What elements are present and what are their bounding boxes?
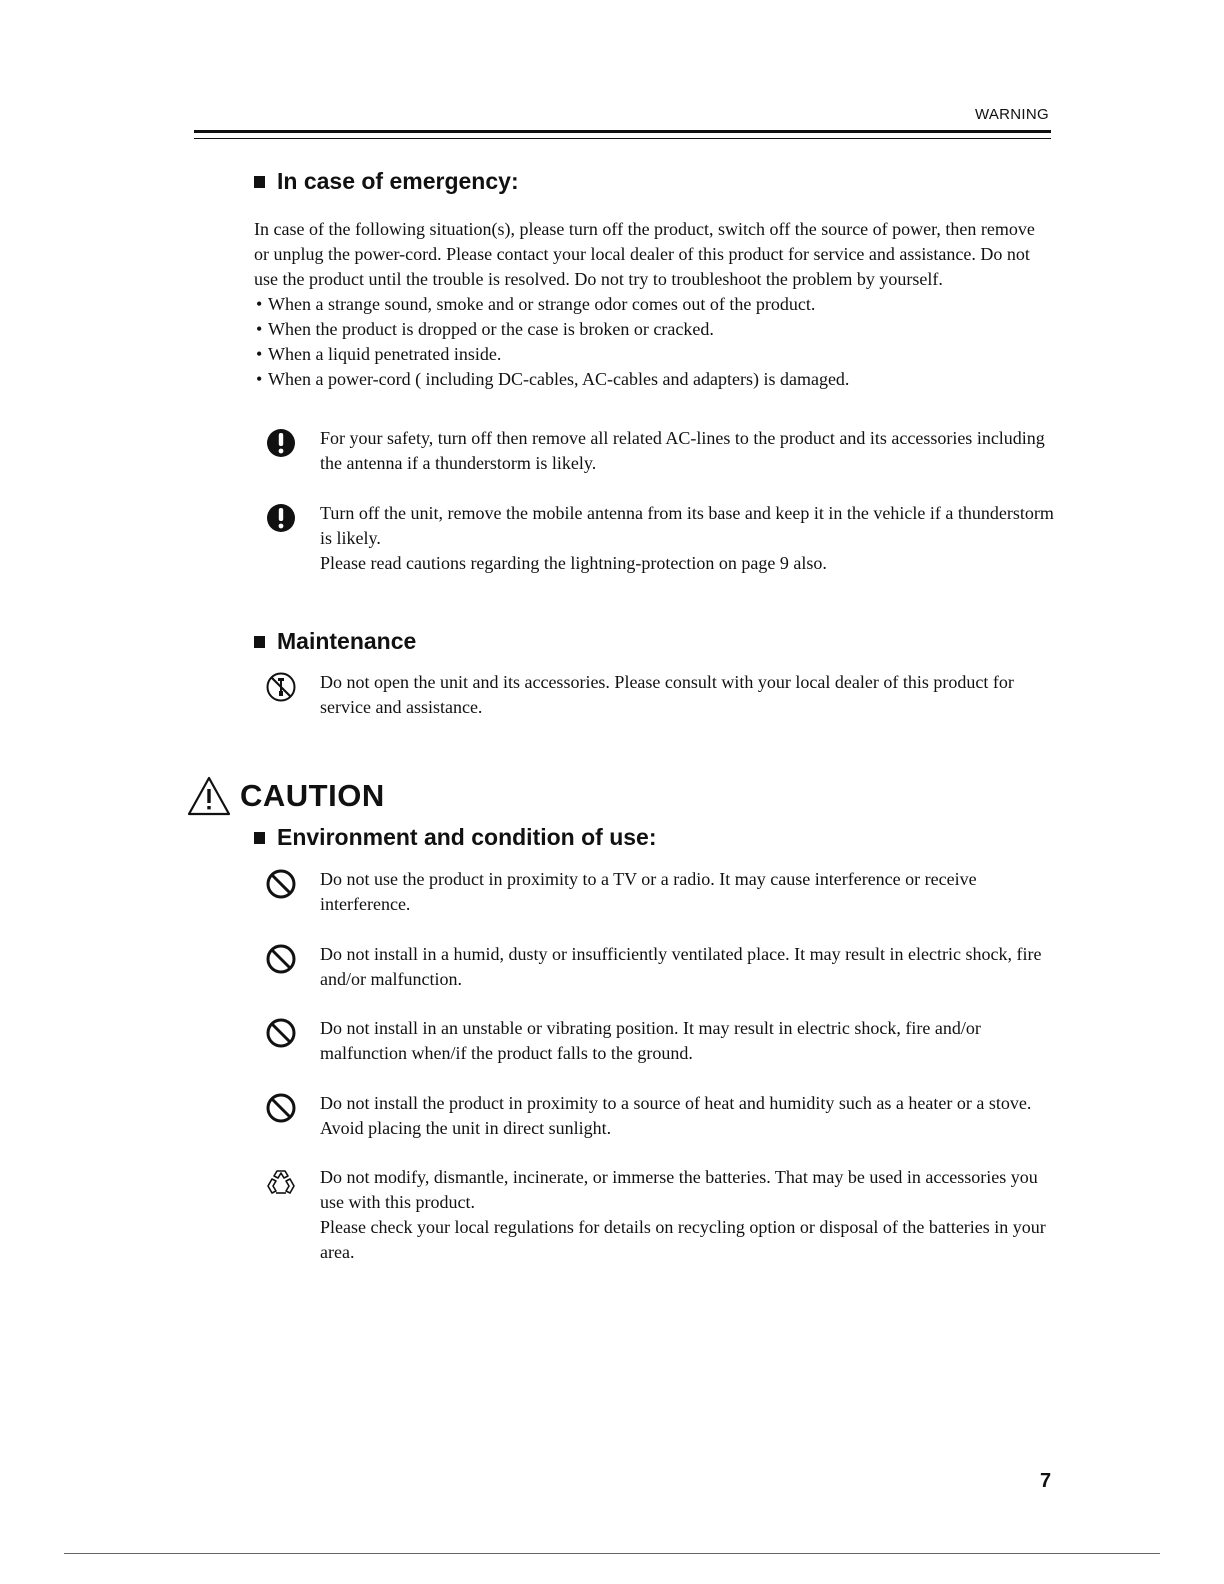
prohibition-icon bbox=[266, 869, 296, 899]
note-text: Do not install in a humid, dusty or insufficiently ventilated place. It may result in electric shock, fire and/or malfunction. bbox=[320, 944, 1042, 989]
maintenance-note bbox=[266, 670, 1066, 720]
emergency-intro: In case of the following situation(s), please turn off the product, switch off the source of power, then remove or unplug the power-cord. Please contact your local dealer of this product for service and assistance. Do not use the product until the trouble is resolved. Do not try to troubleshoot the problem by yourself. bbox=[254, 219, 1035, 289]
maintenance-heading-text: Maintenance bbox=[277, 628, 417, 654]
environment-heading bbox=[254, 824, 657, 851]
caution-item bbox=[266, 942, 1066, 992]
caution-label: CAUTION bbox=[240, 778, 385, 813]
list-item: • When a strange sound, smoke and or strange odor comes out of the product. bbox=[256, 294, 816, 314]
header-rule-thin bbox=[194, 138, 1051, 139]
mandatory-exclamation-icon bbox=[266, 428, 296, 458]
square-bullet-icon bbox=[254, 176, 265, 188]
caution-item bbox=[266, 1016, 1066, 1066]
prohibition-icon bbox=[266, 1018, 296, 1048]
emergency-heading-text: In case of emergency: bbox=[277, 168, 519, 194]
emergency-body bbox=[254, 217, 1054, 392]
emergency-bullet-list bbox=[254, 292, 1054, 392]
list-item: • When a power-cord ( including DC-cables, AC-cables and adapters) is damaged. bbox=[256, 369, 850, 389]
prohibition-icon bbox=[266, 944, 296, 974]
mandatory-exclamation-icon bbox=[266, 503, 296, 533]
caution-item bbox=[266, 867, 1066, 917]
note-text: Do not install in an unstable or vibrating position. It may result in electric shock, fire and/or malfunction when/if the product falls to the ground. bbox=[320, 1018, 981, 1063]
note-text: Do not use the product in proximity to a TV or a radio. It may cause interference or receive interference. bbox=[320, 869, 977, 914]
note-text: Please read cautions regarding the lightning-protection on page 9 also. bbox=[320, 553, 827, 573]
header-label: WARNING bbox=[974, 106, 1049, 123]
list-item: • When a liquid penetrated inside. bbox=[256, 344, 502, 364]
prohibition-icon bbox=[266, 1093, 296, 1123]
note-text: Turn off the unit, remove the mobile antenna from its base and keep it in the vehicle if a thunderstorm is likely. bbox=[320, 503, 1054, 548]
maintenance-heading bbox=[254, 628, 416, 655]
square-bullet-icon bbox=[254, 636, 265, 648]
note-text: Do not install the product in proximity to a source of heat and humidity such as a heater or a stove. Avoid placing the unit in direct sunlight. bbox=[320, 1093, 1032, 1138]
square-bullet-icon bbox=[254, 832, 265, 844]
note-text: For your safety, turn off then remove all related AC-lines to the product and its accessories including the antenna if a thunderstorm is likely. bbox=[320, 428, 1045, 473]
note-text: Please check your local regulations for details on recycling option or disposal of the batteries in your area. bbox=[320, 1217, 1046, 1262]
emergency-heading bbox=[254, 168, 519, 195]
recycle-icon bbox=[266, 1167, 296, 1197]
environment-heading-text: Environment and condition of use: bbox=[277, 824, 657, 850]
note-text: Do not open the unit and its accessories. Please consult with your local dealer of this product for service and assistance. bbox=[320, 672, 1014, 717]
caution-recycle-note bbox=[266, 1165, 1066, 1265]
emergency-note-2 bbox=[266, 501, 1066, 576]
caution-title bbox=[186, 775, 385, 817]
page-number: 7 bbox=[1040, 1470, 1052, 1492]
warning-triangle-icon bbox=[186, 775, 232, 817]
list-item: • When the product is dropped or the case is broken or cracked. bbox=[256, 319, 714, 339]
note-text: Do not modify, dismantle, incinerate, or immerse the batteries. That may be used in accessories you use with this product. bbox=[320, 1167, 1038, 1212]
do-not-disassemble-icon bbox=[266, 672, 296, 702]
header-rule-thick bbox=[194, 130, 1051, 133]
page-bottom-rule bbox=[64, 1553, 1160, 1554]
caution-item bbox=[266, 1091, 1066, 1141]
emergency-note-1 bbox=[266, 426, 1066, 476]
